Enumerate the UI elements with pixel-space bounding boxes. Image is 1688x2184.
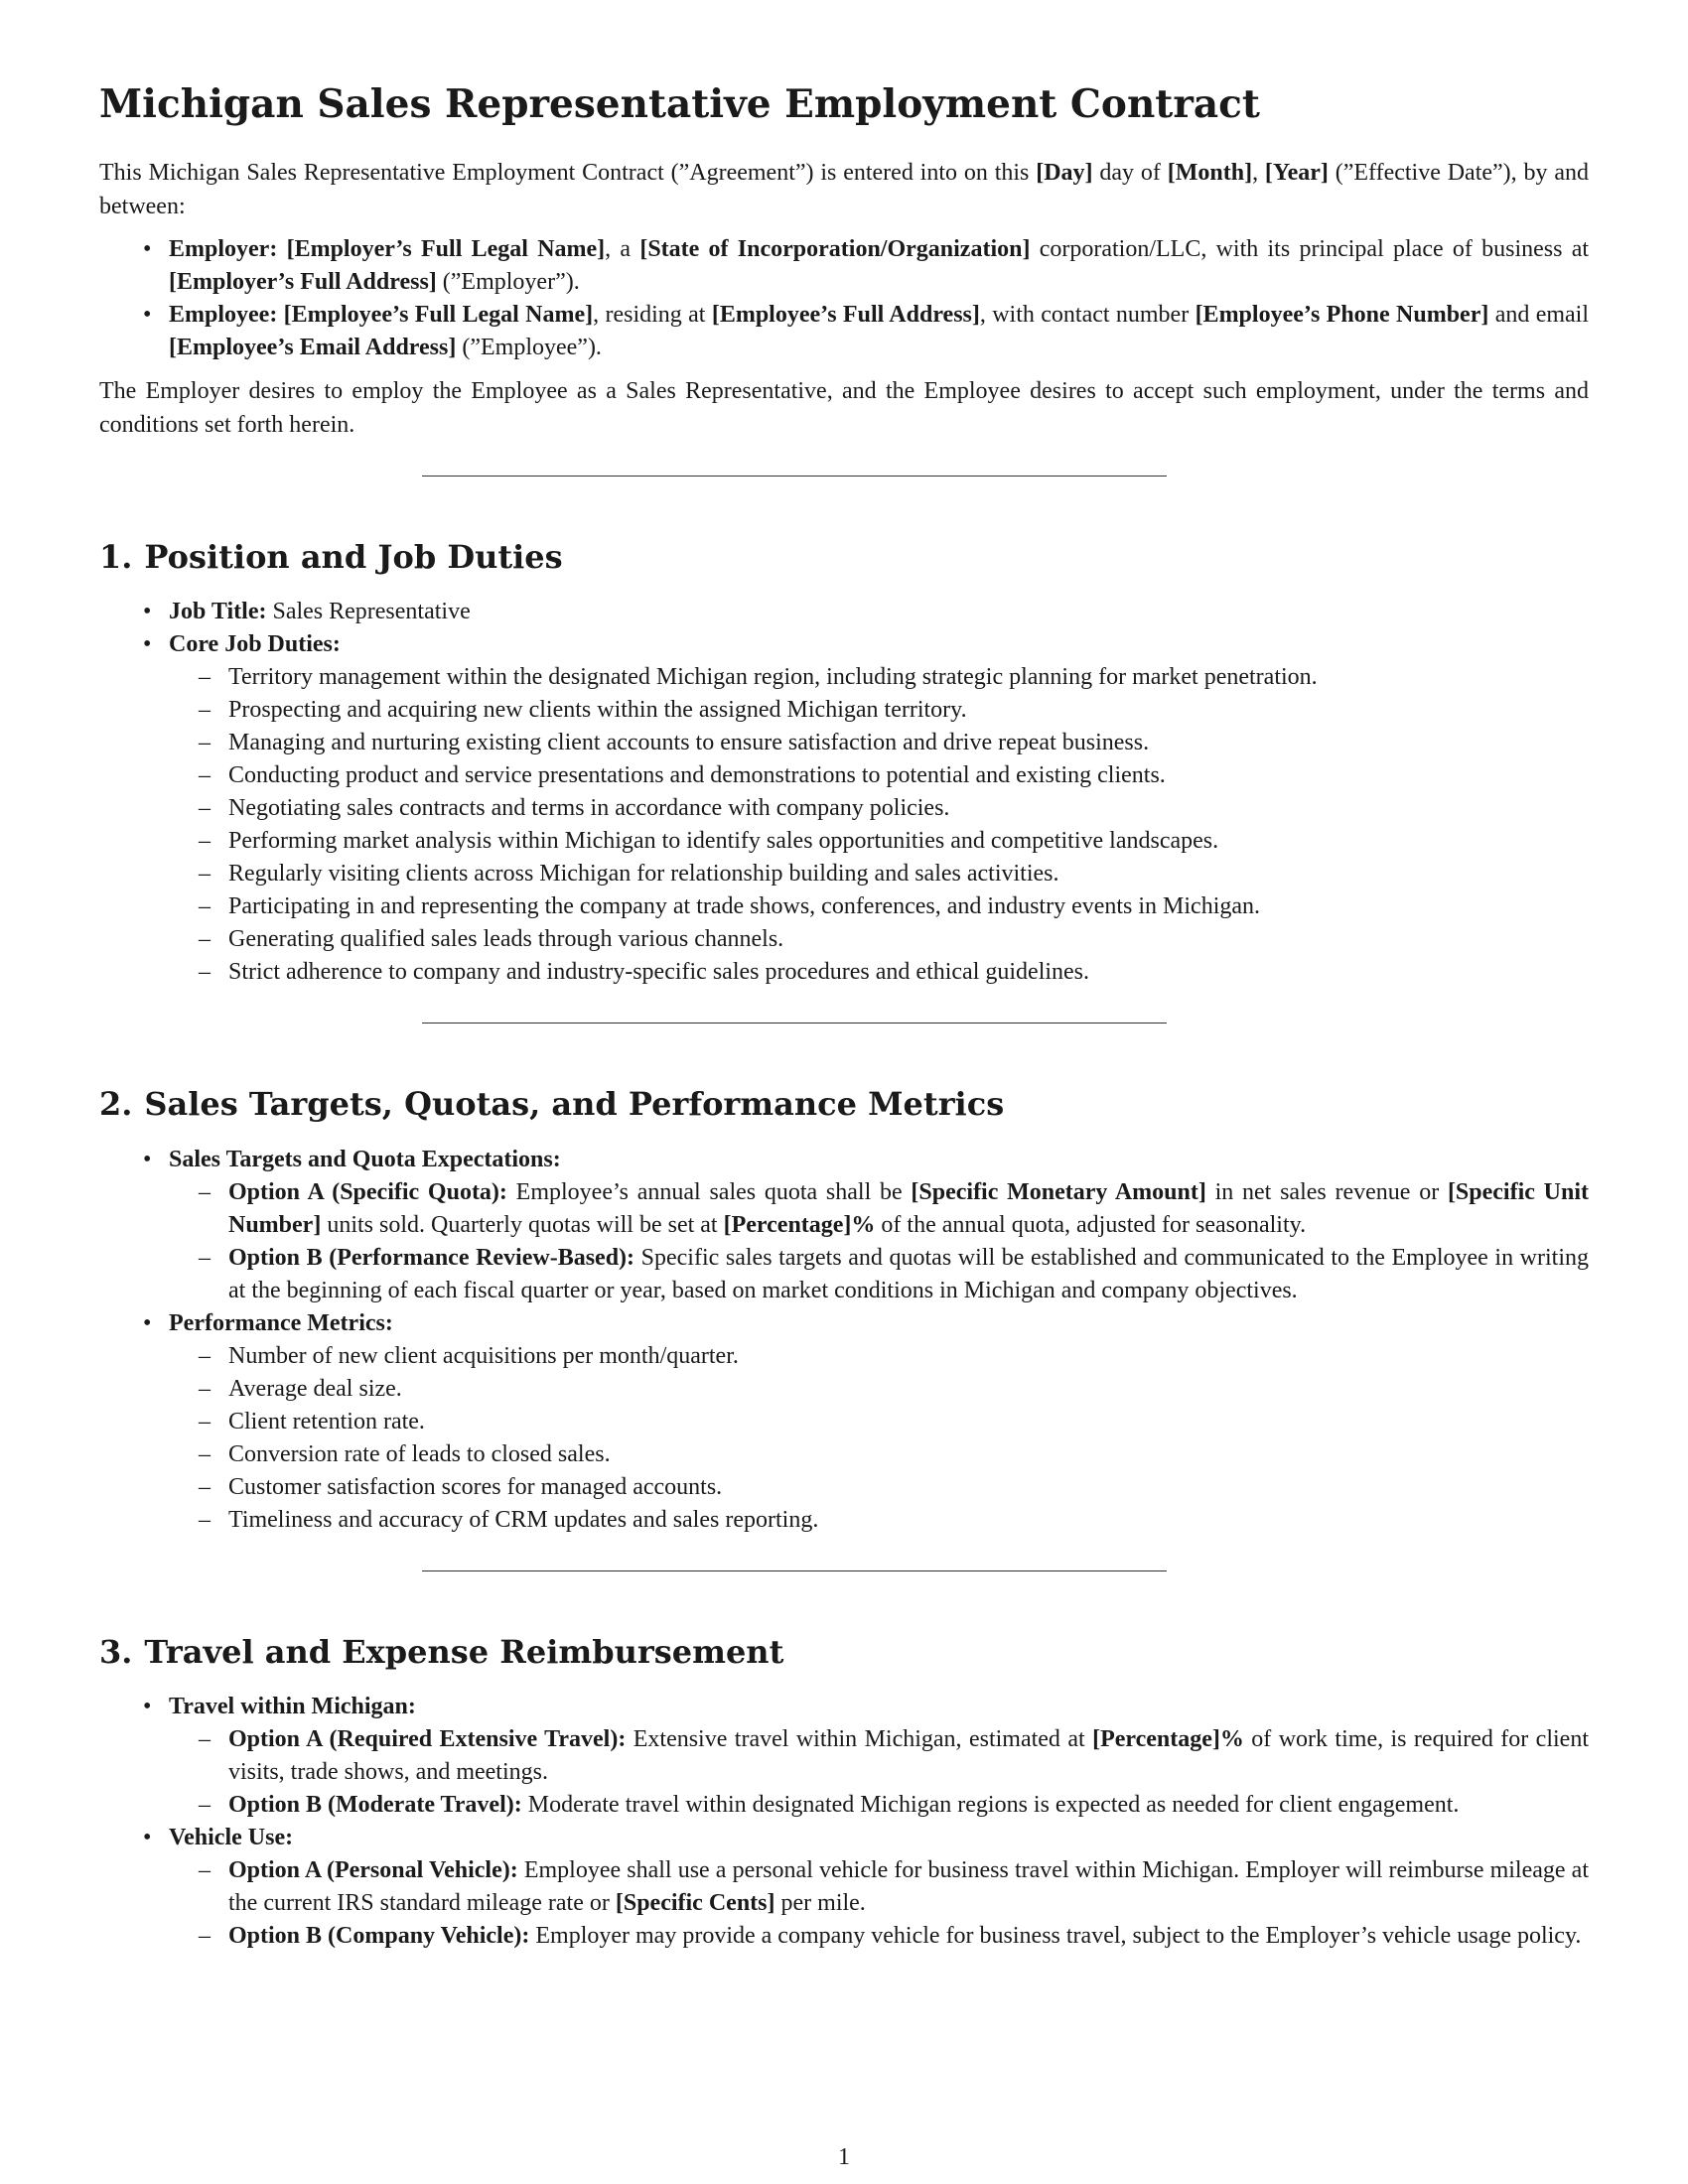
employee-name-placeholder: [Employee’s Full Legal Name] [283, 301, 594, 328]
option-text: of the annual quota, adjusted for seasonality. [875, 1211, 1307, 1238]
duty-item: – Negotiating sales contracts and terms in accordance with company policies. [228, 792, 1589, 825]
employee-label: Employee: [169, 301, 278, 328]
section-title: Sales Targets, Quotas, and Performance Metrics [144, 1085, 1005, 1124]
employee-text: and email [1488, 301, 1590, 328]
core-duties-label: Core Job Duties: [169, 631, 341, 658]
option-label: Option B (Company Vehicle): [228, 1922, 530, 1949]
option-label: Option B (Performance Review-Based): [228, 1244, 635, 1271]
option-text: of work time, is required for client visits, trade shows, and meetings. [228, 1725, 1589, 1785]
option-text: Employer may provide a company vehicle for business travel, subject to the Employer’s vehicle usage policy. [529, 1922, 1582, 1949]
metric-item: – Timeliness and accuracy of CRM updates and sales reporting. [228, 1504, 1589, 1537]
document-title: Michigan Sales Representative Employment Contract [99, 81, 1260, 127]
duty-item: – Participating in and representing the company at trade shows, conferences, and industry events in Michigan. [228, 890, 1589, 923]
option-item [228, 1854, 1589, 1920]
employer-name-placeholder: [Employer’s Full Legal Name] [286, 235, 606, 262]
state-placeholder: [State of Incorporation/Organization] [639, 235, 1031, 262]
employee-text: (”Employee”). [456, 334, 602, 360]
day-placeholder: [Day] [1036, 159, 1093, 186]
employer-item [169, 233, 1589, 299]
core-duties-item [169, 628, 1589, 989]
vehicle-label: Vehicle Use: [169, 1824, 294, 1850]
duty-item: – Territory management within the designated Michigan region, including strategic planning for market penetration. [228, 661, 1589, 694]
amount-placeholder: [Specific Monetary Amount] [911, 1178, 1206, 1205]
option-text: units sold. Quarterly quotas will be set at [321, 1211, 724, 1238]
contract-page [99, 81, 1589, 1963]
option-text: in net sales revenue or [1205, 1178, 1448, 1205]
section-divider [422, 1570, 1167, 1571]
metric-item: – Customer satisfaction scores for managed accounts. [228, 1471, 1589, 1504]
section-heading [99, 538, 1589, 576]
duty-item: – Strict adherence to company and industry-specific sales procedures and ethical guidelines. [228, 956, 1589, 989]
section-title: Position and Job Duties [144, 537, 563, 576]
option-item [228, 1242, 1589, 1307]
option-text: per mile. [774, 1889, 866, 1916]
option-item [228, 1723, 1589, 1789]
targets-options [169, 1176, 1589, 1307]
option-label: Option A (Specific Quota): [228, 1178, 507, 1205]
employer-text: , a [605, 235, 640, 262]
section-divider [422, 1023, 1167, 1024]
year-placeholder: [Year] [1264, 159, 1329, 186]
section-number: 3. [99, 1632, 133, 1671]
duty-item: – Generating qualified sales leads through various channels. [228, 923, 1589, 956]
vehicle-options [169, 1854, 1589, 1953]
duty-item: – Managing and nurturing existing client accounts to ensure satisfaction and drive repeat business. [228, 727, 1589, 759]
section-divider [422, 476, 1167, 477]
section-number: 1. [99, 537, 133, 576]
employer-text [277, 236, 286, 262]
intro-text: This Michigan Sales Representative Employment Contract (”Agreement”) is entered into on this [99, 159, 1037, 186]
duty-item: – Prospecting and acquiring new clients within the assigned Michigan territory. [228, 694, 1589, 727]
purpose-paragraph: The Employer desires to employ the Employee as a Sales Representative, and the Employee desires to accept such employment, under the terms and conditions set forth herein. [99, 377, 1589, 438]
option-item [228, 1789, 1589, 1822]
duty-item: – Conducting product and service presentations and demonstrations to potential and existing clients. [228, 759, 1589, 792]
intro-text: day of [1092, 159, 1168, 186]
section3-list [99, 1691, 1589, 1953]
metrics-list [169, 1340, 1589, 1537]
month-placeholder: [Month] [1167, 159, 1253, 186]
metrics-label: Performance Metrics: [169, 1309, 393, 1336]
section-heading [99, 1085, 1589, 1123]
percentage-placeholder: [Percentage]% [1092, 1725, 1244, 1752]
employer-text: (”Employer”). [436, 268, 580, 295]
employee-text: , with contact number [979, 301, 1196, 328]
metric-item: – Number of new client acquisitions per month/quarter. [228, 1340, 1589, 1373]
targets-item [169, 1144, 1589, 1307]
employer-label: Employer: [169, 235, 278, 262]
option-label: Option A (Required Extensive Travel): [228, 1725, 627, 1752]
option-label: Option B (Moderate Travel): [228, 1791, 522, 1818]
option-text: Moderate travel within designated Michigan regions is expected as needed for client engagement. [521, 1791, 1460, 1818]
units-placeholder: [Specific Unit Number] [228, 1178, 1589, 1238]
section2-list [99, 1144, 1589, 1537]
job-title-label: Job Title: [169, 599, 267, 625]
option-item [228, 1176, 1589, 1242]
travel-options [169, 1723, 1589, 1822]
targets-label: Sales Targets and Quota Expectations: [169, 1146, 561, 1172]
metrics-item [169, 1307, 1589, 1537]
job-title-value: Sales Representative [266, 599, 471, 625]
duties-list [169, 661, 1589, 989]
employee-phone-placeholder: [Employee’s Phone Number] [1195, 301, 1489, 328]
option-label: Option A (Personal Vehicle): [228, 1856, 518, 1883]
section-title: Travel and Expense Reimbursement [144, 1632, 784, 1671]
section-number: 2. [99, 1085, 133, 1124]
duty-item: – Regularly visiting clients across Michigan for relationship building and sales activities. [228, 858, 1589, 890]
employer-address-placeholder: [Employer’s Full Address] [169, 268, 437, 295]
parties-list [99, 233, 1589, 364]
percentage-placeholder: [Percentage]% [723, 1211, 876, 1238]
employee-email-placeholder: [Employee’s Email Address] [169, 334, 457, 360]
option-text: Employee shall use a personal vehicle for business travel within Michigan. Employer will reimburse mileage at the current IRS standard mileage rate or [228, 1856, 1589, 1916]
option-text: Employee’s annual sales quota shall be [506, 1178, 912, 1205]
option-text: Specific sales targets and quotas will be established and communicated to the Employee in writing at the beginning of each fiscal quarter or year, based on market conditions in Michigan and company objectives. [228, 1244, 1590, 1303]
page-number: 1 [838, 2144, 850, 2170]
vehicle-item [169, 1822, 1589, 1953]
intro-text: , [1252, 159, 1265, 186]
intro-paragraph [99, 156, 1589, 223]
job-title-item [169, 596, 1589, 628]
employee-address-placeholder: [Employee’s Full Address] [711, 301, 980, 328]
section1-list [99, 596, 1589, 989]
metric-item: – Client retention rate. [228, 1406, 1589, 1438]
option-item [228, 1920, 1589, 1953]
employer-text: corporation/LLC, with its principal place of business at [1030, 235, 1590, 262]
metric-item: – Average deal size. [228, 1373, 1589, 1406]
employee-item [169, 299, 1589, 364]
travel-label: Travel within Michigan: [169, 1693, 416, 1719]
travel-item [169, 1691, 1589, 1822]
option-text: Extensive travel within Michigan, estimated at [626, 1725, 1093, 1752]
employee-text: , residing at [593, 301, 712, 328]
section-heading [99, 1633, 1589, 1671]
cents-placeholder: [Specific Cents] [615, 1889, 775, 1916]
intro-text: (”Effective Date”), by and between: [99, 159, 1589, 219]
metric-item: – Conversion rate of leads to closed sales. [228, 1438, 1589, 1471]
duty-item: – Performing market analysis within Michigan to identify sales opportunities and competitive landscapes. [228, 825, 1589, 858]
